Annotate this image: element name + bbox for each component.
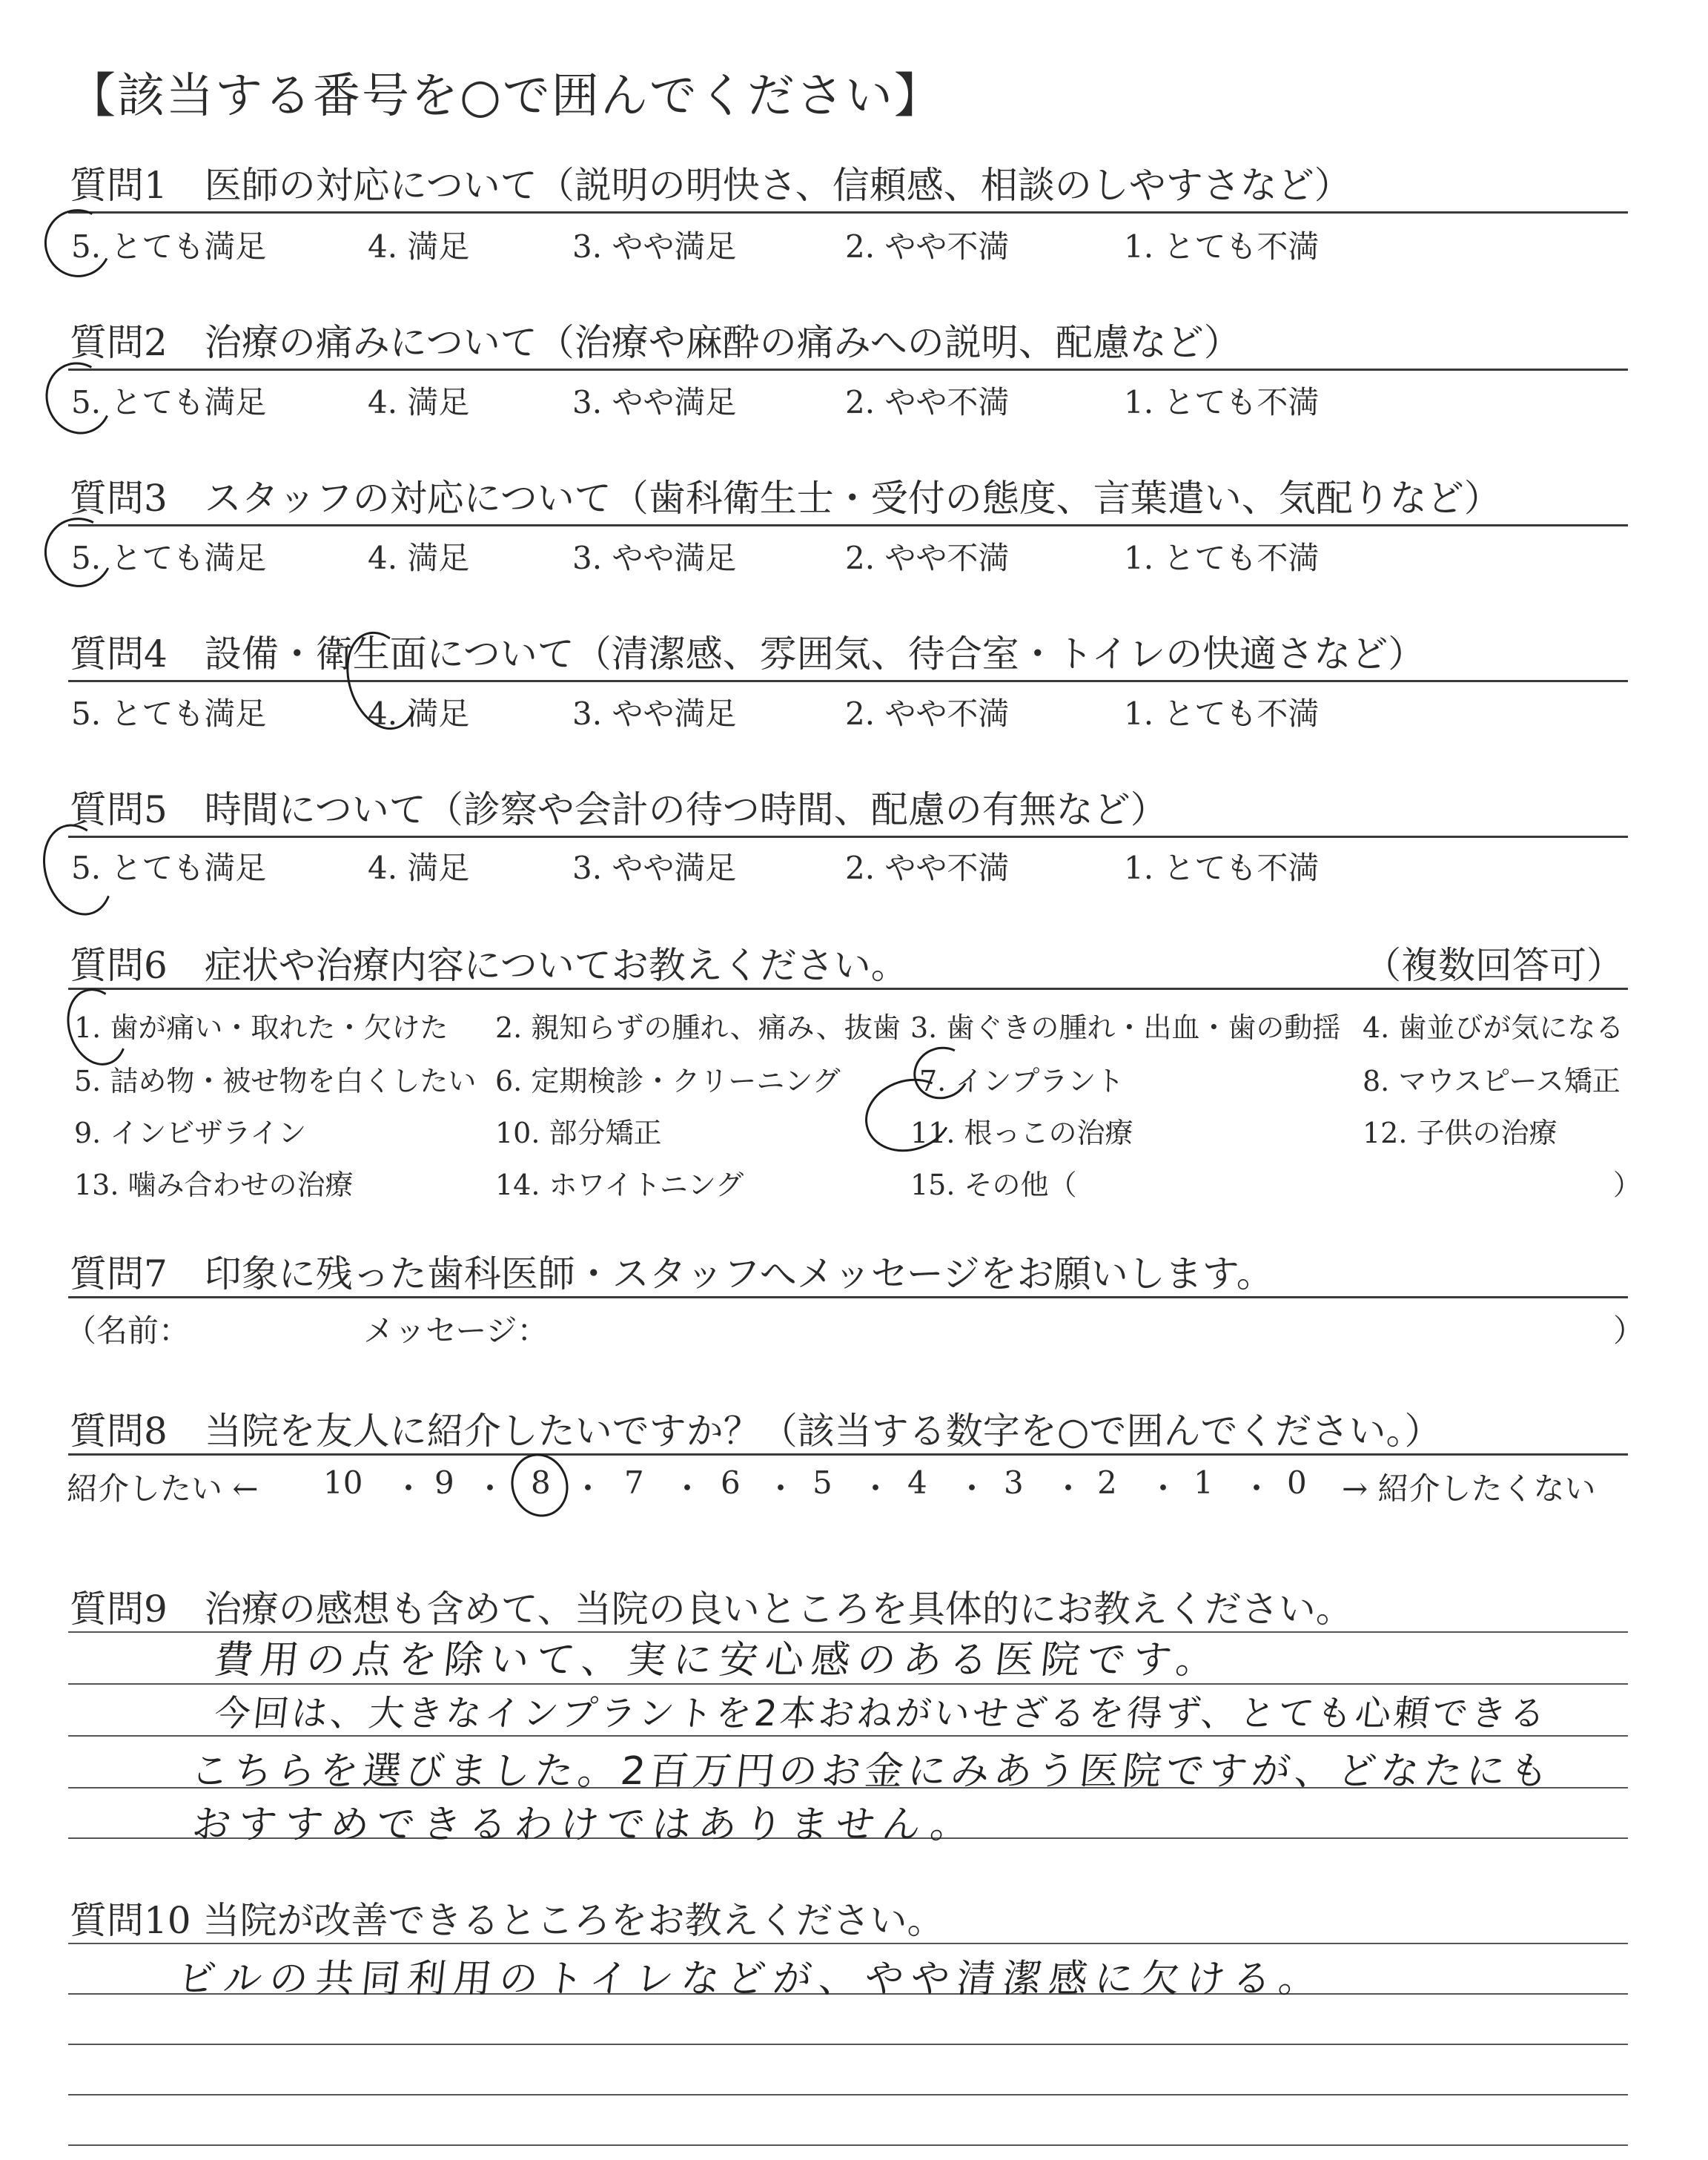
option-2[interactable]: 2. やや不満 xyxy=(845,228,1010,265)
question-4-title: 質問4 設備・衛生面について（清潔感、雰囲気、待合室・トイレの快適さなど） xyxy=(70,633,1426,676)
q6-option-4[interactable]: 4. 歯並びが気になる xyxy=(1363,1011,1624,1044)
q6-option-15[interactable]: 15. その他（ xyxy=(910,1169,1077,1201)
scale-4[interactable]: 4 xyxy=(907,1464,927,1501)
answer-line xyxy=(68,2044,1628,2045)
option-4[interactable]: 4. 満足 xyxy=(368,540,470,576)
q6-option-6[interactable]: 6. 定期検診・クリーニング xyxy=(495,1065,841,1097)
scale-7[interactable]: 7 xyxy=(624,1464,644,1501)
question-6-note: （複数回答可） xyxy=(1364,944,1623,987)
option-5[interactable]: 5. とても満足 xyxy=(71,228,267,265)
scale-8[interactable]: 8 xyxy=(531,1464,551,1501)
q6-option-13[interactable]: 13. 噛み合わせの治療 xyxy=(74,1169,354,1201)
option-5[interactable]: 5. とても満足 xyxy=(71,540,267,576)
question-5-title: 質問5 時間について（診察や会計の待つ時間、配慮の有無など） xyxy=(70,788,1168,831)
scale-dot: ・ xyxy=(572,1470,604,1507)
divider xyxy=(68,988,1628,990)
scale-dot: ・ xyxy=(393,1470,425,1507)
scale-dot: ・ xyxy=(956,1470,988,1507)
option-5[interactable]: 5. とても満足 xyxy=(71,696,267,732)
question-8-title: 質問8 当院を友人に紹介したいですか？（該当する数字を○で囲んでください。） xyxy=(70,1410,1442,1453)
option-4[interactable]: 4. 満足 xyxy=(368,228,470,265)
question-10-title: 質問10 当院が改善できるところをお教えください。 xyxy=(70,1899,944,1942)
scale-right-label: → 紹介したくない xyxy=(1342,1470,1596,1507)
option-3[interactable]: 3. やや満足 xyxy=(572,228,737,265)
q6-option-15-close: ） xyxy=(1613,1169,1642,1201)
question-10-answer: ビルの共同利用のトイレなどが、やや清潔感に欠ける。 xyxy=(175,1957,1327,2001)
q6-option-3[interactable]: 3. 歯ぐきの腫れ・出血・歯の動揺 xyxy=(910,1011,1341,1044)
divider xyxy=(68,836,1628,838)
handwritten-line: こちらを選びました。2百万円のお金にみあう医院ですが、どなたにも xyxy=(188,1749,1555,1794)
q6-option-8[interactable]: 8. マウスピース矯正 xyxy=(1363,1065,1621,1097)
answer-circle xyxy=(36,354,121,443)
answer-line xyxy=(68,2094,1628,2095)
scale-left-label: 紹介したい ← xyxy=(67,1470,259,1507)
q6-option-9[interactable]: 9. インビザライン xyxy=(74,1117,307,1149)
option-3[interactable]: 3. やや満足 xyxy=(572,384,737,420)
answer-line xyxy=(68,2144,1628,2146)
scale-10[interactable]: 10 xyxy=(323,1464,363,1501)
q6-option-12[interactable]: 12. 子供の治療 xyxy=(1363,1117,1558,1149)
handwritten-line: 費用の点を除いて、実に安心感のある医院です。 xyxy=(212,1638,1225,1682)
question-9-title: 質問9 治療の感想も含めて、当院の良いところを具体的にお教えください。 xyxy=(70,1588,1353,1631)
scale-9[interactable]: 9 xyxy=(434,1464,454,1501)
scale-dot: ・ xyxy=(860,1470,892,1507)
option-2[interactable]: 2. やや不満 xyxy=(845,540,1010,576)
scale-2[interactable]: 2 xyxy=(1097,1464,1117,1501)
option-2[interactable]: 2. やや不満 xyxy=(845,384,1010,420)
q6-option-7[interactable]: 7. インプラント xyxy=(919,1065,1125,1097)
q6-option-10[interactable]: 10. 部分矯正 xyxy=(495,1117,662,1149)
scale-dot: ・ xyxy=(672,1470,704,1507)
handwritten-line: おすすめできるわけではありません。 xyxy=(190,1803,979,1847)
divider xyxy=(68,1453,1628,1456)
option-4[interactable]: 4. 満足 xyxy=(368,384,470,420)
option-3[interactable]: 3. やや満足 xyxy=(572,850,737,886)
question-1-title: 質問1 医師の対応について（説明の明快さ、信頼感、相談のしやすさなど） xyxy=(70,164,1351,207)
message-label: メッセージ： xyxy=(363,1312,549,1349)
divider xyxy=(68,369,1628,371)
question-2-title: 質問2 治療の痛みについて（治療や麻酔の痛みへの説明、配慮など） xyxy=(70,321,1241,364)
scale-dot: ・ xyxy=(474,1470,506,1507)
divider xyxy=(68,524,1628,526)
option-3[interactable]: 3. やや満足 xyxy=(572,540,737,576)
option-1[interactable]: 1. とても不満 xyxy=(1124,228,1320,265)
option-1[interactable]: 1. とても不満 xyxy=(1124,850,1320,886)
name-label: （名前： xyxy=(65,1312,191,1349)
q7-close-paren: ） xyxy=(1613,1312,1645,1349)
option-4[interactable]: 4. 満足 xyxy=(368,696,470,732)
scale-dot: ・ xyxy=(1053,1470,1085,1507)
option-2[interactable]: 2. やや不満 xyxy=(845,696,1010,732)
divider xyxy=(68,1296,1628,1298)
scale-1[interactable]: 1 xyxy=(1194,1464,1214,1501)
divider xyxy=(68,680,1628,682)
question-7-title: 質問7 印象に残った歯科医師・スタッフへメッセージをお願いします。 xyxy=(70,1252,1274,1295)
question-3-title: 質問3 スタッフの対応について（歯科衛生士・受付の態度、言葉遣い、気配りなど） xyxy=(70,477,1501,520)
scale-dot: ・ xyxy=(765,1470,797,1507)
form-heading: 【該当する番号を○で囲んでください】 xyxy=(68,69,943,124)
q6-option-1[interactable]: 1. 歯が痛い・取れた・欠けた xyxy=(74,1011,448,1044)
option-3[interactable]: 3. やや満足 xyxy=(572,696,737,732)
option-5[interactable]: 5. とても満足 xyxy=(71,384,267,420)
q6-option-11[interactable]: 11. 根っこの治療 xyxy=(910,1117,1133,1149)
option-1[interactable]: 1. とても不満 xyxy=(1124,540,1320,576)
option-1[interactable]: 1. とても不満 xyxy=(1124,696,1320,732)
scale-5[interactable]: 5 xyxy=(812,1464,833,1501)
scale-dot: ・ xyxy=(1241,1470,1273,1507)
scale-3[interactable]: 3 xyxy=(1004,1464,1024,1501)
handwritten-line: 今回は、大きなインプラントを2本おねがいせざるを得ず、とても心頼できる xyxy=(212,1693,1551,1734)
option-2[interactable]: 2. やや不満 xyxy=(845,850,1010,886)
answer-circle xyxy=(503,1446,577,1524)
q6-option-14[interactable]: 14. ホワイトニング xyxy=(495,1169,744,1201)
scale-dot: ・ xyxy=(1148,1470,1179,1507)
scale-0[interactable]: 0 xyxy=(1287,1464,1307,1501)
q6-option-5[interactable]: 5. 詰め物・被せ物を白くしたい xyxy=(74,1065,477,1097)
option-1[interactable]: 1. とても不満 xyxy=(1124,384,1320,420)
option-5[interactable]: 5. とても満足 xyxy=(71,850,267,886)
answer-line xyxy=(68,1943,1628,1944)
q6-option-2[interactable]: 2. 親知らずの腫れ、痛み、抜歯 xyxy=(495,1011,901,1044)
scale-6[interactable]: 6 xyxy=(721,1464,741,1501)
divider xyxy=(68,211,1628,214)
option-4[interactable]: 4. 満足 xyxy=(368,850,470,886)
question-6-title: 質問6 症状や治療内容についてお教えください。 xyxy=(70,944,908,987)
